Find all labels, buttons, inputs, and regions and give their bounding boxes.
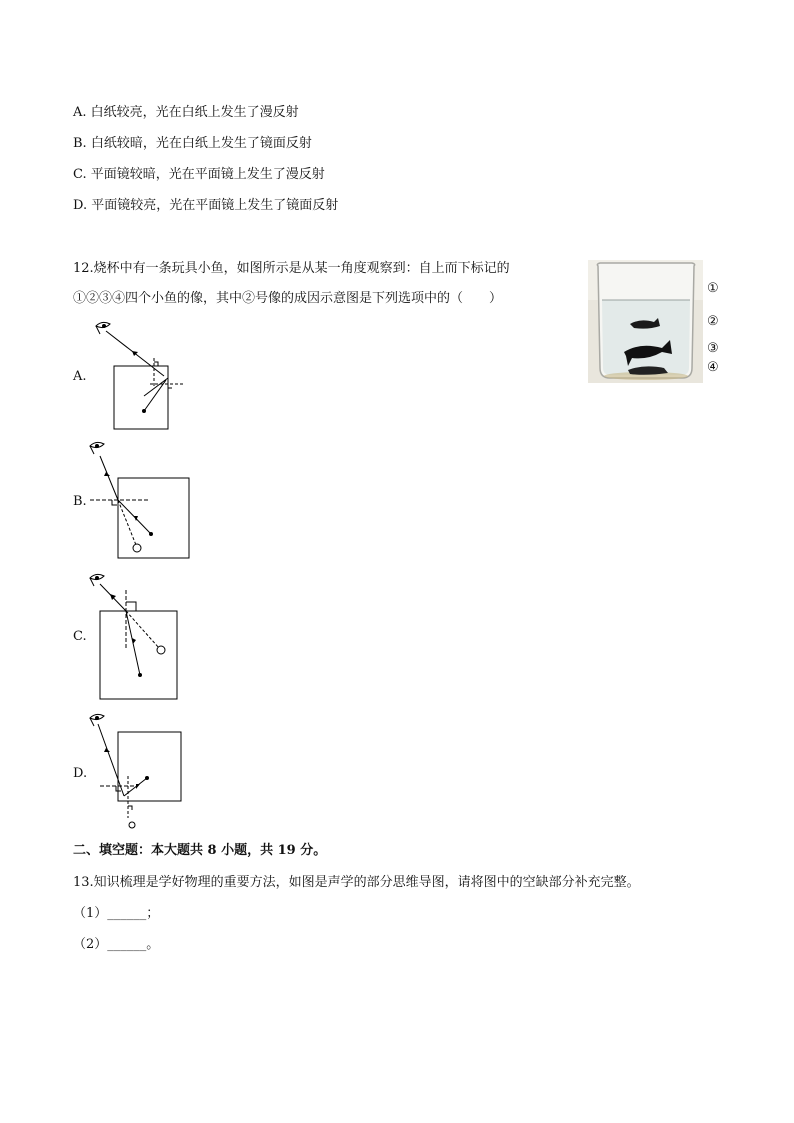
q12-option-b-label: B.: [73, 494, 87, 509]
section-2-desc: 本大题共 8 小题，共 19 分。: [151, 843, 327, 858]
q12-option-c-label: C.: [73, 629, 87, 644]
q12-option-b-diagram: [86, 438, 196, 567]
q12-stem-line1: 12.烧杯中有一条玩具小鱼，如图所示是从某一角度观察到：自上而下标记的: [73, 261, 510, 276]
marker-2: ②: [707, 314, 719, 329]
option-b-prev: B. 白纸较暗，光在白纸上发生了镜面反射: [73, 136, 312, 151]
option-a-prev: A. 白纸较亮，光在白纸上发生了漫反射: [73, 105, 299, 120]
q13-blank-1: （1）______；: [73, 906, 160, 921]
section-2-heading: [73, 842, 326, 860]
q12-option-a-label: A.: [73, 369, 87, 384]
option-c-prev: C. 平面镜较暗，光在平面镜上发生了漫反射: [73, 167, 325, 182]
eye-icon: [90, 442, 104, 454]
eye-icon: [90, 574, 104, 586]
q12-option-d-diagram: [86, 710, 196, 839]
q12-stem-line2: ①②③④四个小鱼的像，其中②号像的成因示意图是下列选项中的（ ）: [73, 291, 503, 306]
marker-3: ③: [707, 341, 719, 356]
marker-1: ①: [707, 281, 719, 296]
eye-icon: [90, 714, 104, 726]
q13-stem: 13.知识梳理是学好物理的重要方法，如图是声学的部分思维导图，请将图中的空缺部分补充完整。: [73, 875, 640, 890]
section-2-prefix: 二、填空题：: [73, 843, 152, 858]
q12-option-a-diagram: [88, 318, 198, 437]
q12-option-c-diagram: [86, 570, 196, 709]
marker-4: ④: [707, 360, 719, 375]
option-d-prev: D. 平面镜较亮，光在平面镜上发生了镜面反射: [73, 198, 339, 213]
q12-option-d-label: D.: [73, 766, 88, 781]
beaker-fish-photo: [588, 260, 703, 383]
q13-blank-2: （2）______。: [73, 937, 160, 952]
